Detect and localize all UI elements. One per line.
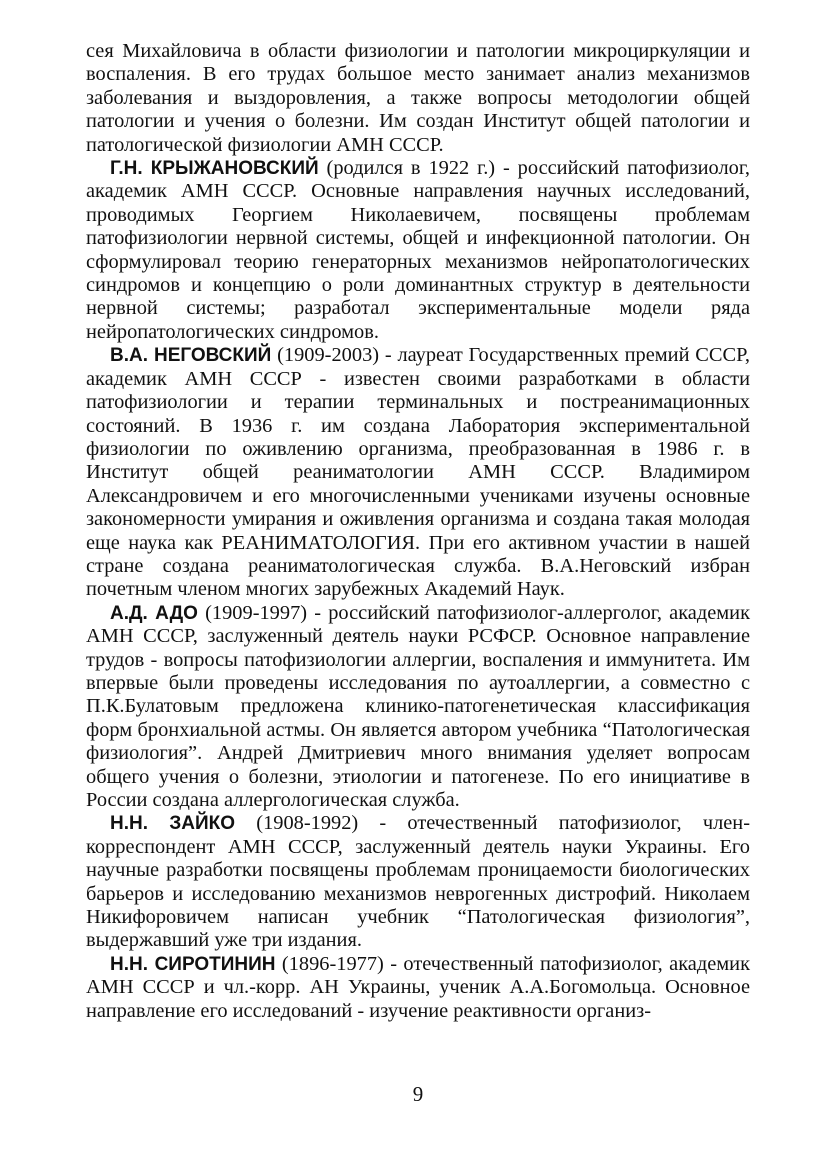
paragraph-text: сея Михайловича в области физиологии и патологии микроциркуляции и воспаления. В его трудах большое место занимает анализ механизмов заболевания и выздоровления, а также вопросы методологии общей патологии и учения о болезни. Им создан Институт общей патологии и патологической физиологии АМН СССР.: [86, 40, 750, 156]
paragraph-intro-continuation: [86, 40, 750, 157]
paragraph-zaiko: [86, 812, 750, 952]
person-name: Н.Н. СИРОТИНИН: [110, 953, 276, 975]
paragraph-text: (1909-1997) - российский патофизиолог-аллерголог, академик АМН СССР, заслуженный деятель науки РСФСР. Основное направление трудов - вопросы патофизиологии аллергии, воспаления и иммунитета. Им впервые были проведены исследования по аутоаллергии, а совместно с П.К.Булатовым предложена клинико-патогенетическая классификация форм бронхиальной астмы. Он является автором учебника “Патологическая физиология”. Андрей Дмитриевич много внимания уделяет вопросам общего учения о болезни, этиологии и патогенезе. По его инициативе в России создана аллергологическая служба.: [86, 601, 750, 811]
page-body: [86, 40, 750, 1060]
paragraph-text: (родился в 1922 г.) - российский патофизиолог, академик АМН СССР. Основные направления научных исследований, проводимых Георгием Николаевичем, посвящены проблемам патофизиологии нервной системы, общей и инфекционной патологии. Он сформулировал теорию генераторных механизмов нейропатологических синдромов и концепцию о роли доминантных структур в деятельности нервной системы; разработал экспериментальные модели ряда нейропатологических синдромов.: [86, 157, 750, 343]
paragraph-text: (1896-1977) - отечественный патофизиолог, академик АМН СССР и чл.-корр. АН Украины, ученик А.А.Богомольца. Основное направление его исследований - изучение реактивности организ-: [86, 952, 751, 1022]
paragraph-kryzhanovsky: [86, 157, 750, 344]
person-name: А.Д. АДО: [110, 602, 198, 624]
person-name: В.А. НЕГОВСКИЙ: [110, 345, 272, 367]
paragraph-text: (1909-2003) - лауреат Государственных премий СССР, академик АМН СССР - известен своими разработками в области патофизиологии и терапии терминальных и постреанимационных состояний. В 1936 г. им создана Лаборатория экспериментальной физиологии по оживлению организма, преобразованная в 1986 г. в Институт общей реаниматологии АМН СССР. Владимиром Александровичем и его многочисленными учениками изучены основные закономерности умирания и оживления организма и создана такая молодая еще наука как РЕАНИМАТОЛОГИЯ. При его активном участии в нашей стране создана реаниматологическая служба. В.А.Неговский избран почетным членом многих зарубежных Академий Наук.: [86, 344, 750, 601]
page-number: 9: [412, 1082, 424, 1106]
paragraph-negovsky: [86, 344, 750, 601]
person-name: Н.Н. ЗАЙКО: [110, 813, 236, 835]
paragraph-ado: [86, 602, 750, 813]
paragraph-text: (1908-1992) - отечественный патофизиолог, член-корреспондент АМН СССР, заслуженный деятель науки Украины. Его научные разработки посвящены проблемам проницаемости биологических барьеров и исследованию механизмов неврогенных дистрофий. Николаем Никифоровичем написан учебник “Патологическая физиология”, выдержавший уже три издания.: [86, 812, 750, 952]
paragraph-sirotinin: [86, 953, 750, 1023]
person-name: Г.Н. КРЫЖАНОВСКИЙ: [110, 158, 319, 180]
